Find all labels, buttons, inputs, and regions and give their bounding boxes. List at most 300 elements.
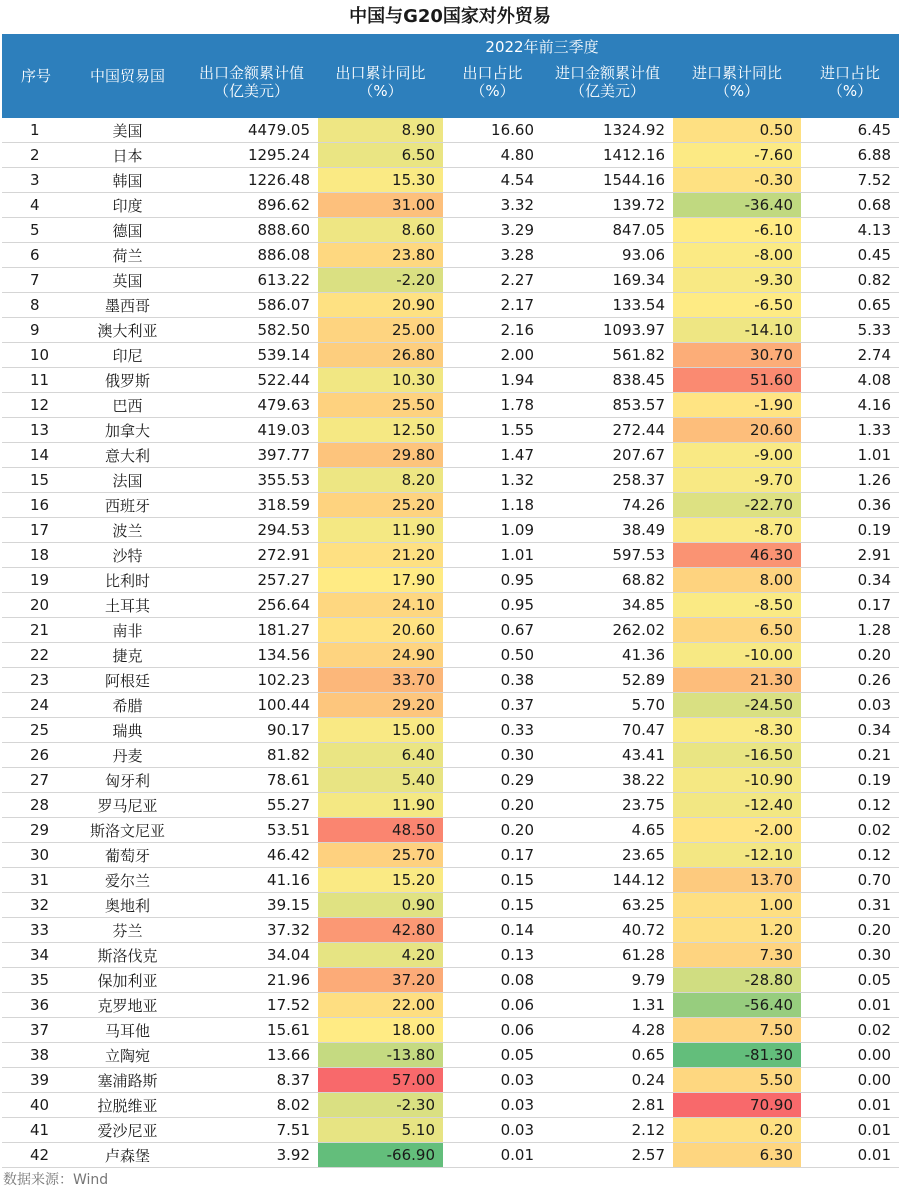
trade-table — [2, 34, 899, 1168]
table-row — [2, 493, 899, 518]
cell-import-share: 0.68 — [801, 193, 899, 218]
cell-import-yoy: -10.00 — [673, 643, 801, 668]
cell-import-yoy: 8.00 — [673, 568, 801, 593]
cell-import-yoy: -22.70 — [673, 493, 801, 518]
cell-export-yoy: 4.20 — [318, 943, 443, 968]
cell-import-value: 1544.16 — [542, 168, 673, 193]
table-row — [2, 1043, 899, 1068]
cell-country: 克罗地亚 — [70, 993, 185, 1018]
cell-export-value: 419.03 — [185, 418, 318, 443]
cell-export-yoy: 33.70 — [318, 668, 443, 693]
cell-import-value: 34.85 — [542, 593, 673, 618]
cell-import-share: 0.01 — [801, 1093, 899, 1118]
cell-index: 34 — [2, 943, 70, 968]
col-header-export-yoy: 出口累计同比 （%） — [318, 60, 443, 118]
table-row — [2, 193, 899, 218]
cell-import-value: 2.57 — [542, 1143, 673, 1168]
cell-import-yoy: -12.10 — [673, 843, 801, 868]
cell-export-value: 55.27 — [185, 793, 318, 818]
cell-country: 墨西哥 — [70, 293, 185, 318]
cell-import-share: 0.00 — [801, 1068, 899, 1093]
cell-index: 21 — [2, 618, 70, 643]
cell-export-value: 8.02 — [185, 1093, 318, 1118]
cell-export-share: 0.37 — [443, 693, 542, 718]
cell-import-share: 0.02 — [801, 1018, 899, 1043]
cell-country: 印尼 — [70, 343, 185, 368]
cell-export-share: 0.03 — [443, 1118, 542, 1143]
cell-country: 马耳他 — [70, 1018, 185, 1043]
cell-import-value: 40.72 — [542, 918, 673, 943]
cell-import-value: 1324.92 — [542, 118, 673, 143]
table-row — [2, 968, 899, 993]
cell-export-share: 0.20 — [443, 818, 542, 843]
cell-country: 斯洛文尼亚 — [70, 818, 185, 843]
table-row — [2, 918, 899, 943]
cell-index: 1 — [2, 118, 70, 143]
table-row — [2, 568, 899, 593]
cell-import-yoy: -9.30 — [673, 268, 801, 293]
cell-export-share: 0.03 — [443, 1093, 542, 1118]
cell-country: 澳大利亚 — [70, 318, 185, 343]
table-row — [2, 318, 899, 343]
cell-country: 土耳其 — [70, 593, 185, 618]
cell-index: 24 — [2, 693, 70, 718]
table-row — [2, 668, 899, 693]
table-row — [2, 593, 899, 618]
cell-country: 意大利 — [70, 443, 185, 468]
cell-export-yoy: 8.20 — [318, 468, 443, 493]
cell-export-yoy: 17.90 — [318, 568, 443, 593]
cell-export-yoy: 20.60 — [318, 618, 443, 643]
cell-import-value: 258.37 — [542, 468, 673, 493]
table-row — [2, 1118, 899, 1143]
cell-country: 比利时 — [70, 568, 185, 593]
cell-index: 38 — [2, 1043, 70, 1068]
cell-import-yoy: 0.50 — [673, 118, 801, 143]
cell-import-value: 139.72 — [542, 193, 673, 218]
cell-import-yoy: -10.90 — [673, 768, 801, 793]
cell-export-value: 37.32 — [185, 918, 318, 943]
cell-import-value: 68.82 — [542, 568, 673, 593]
cell-index: 25 — [2, 718, 70, 743]
cell-import-share: 0.01 — [801, 1118, 899, 1143]
cell-import-share: 5.33 — [801, 318, 899, 343]
cell-export-share: 0.06 — [443, 993, 542, 1018]
cell-import-share: 0.21 — [801, 743, 899, 768]
cell-export-yoy: 15.20 — [318, 868, 443, 893]
cell-export-value: 8.37 — [185, 1068, 318, 1093]
cell-country: 阿根廷 — [70, 668, 185, 693]
cell-import-yoy: 13.70 — [673, 868, 801, 893]
cell-import-share: 4.08 — [801, 368, 899, 393]
cell-export-share: 1.94 — [443, 368, 542, 393]
table-row — [2, 893, 899, 918]
table-row — [2, 693, 899, 718]
cell-export-share: 0.14 — [443, 918, 542, 943]
cell-index: 27 — [2, 768, 70, 793]
cell-import-yoy: -8.00 — [673, 243, 801, 268]
cell-export-share: 4.80 — [443, 143, 542, 168]
cell-export-share: 0.29 — [443, 768, 542, 793]
cell-import-share: 0.02 — [801, 818, 899, 843]
cell-export-share: 2.17 — [443, 293, 542, 318]
col-header-import-share: 进口占比 （%） — [801, 60, 899, 118]
cell-export-value: 613.22 — [185, 268, 318, 293]
table-row — [2, 718, 899, 743]
cell-import-value: 4.65 — [542, 818, 673, 843]
cell-index: 17 — [2, 518, 70, 543]
cell-import-value: 52.89 — [542, 668, 673, 693]
table-row — [2, 743, 899, 768]
cell-export-value: 539.14 — [185, 343, 318, 368]
cell-index: 28 — [2, 793, 70, 818]
cell-country: 罗马尼亚 — [70, 793, 185, 818]
cell-index: 33 — [2, 918, 70, 943]
cell-index: 37 — [2, 1018, 70, 1043]
cell-export-value: 586.07 — [185, 293, 318, 318]
cell-import-value: 207.67 — [542, 443, 673, 468]
cell-index: 2 — [2, 143, 70, 168]
cell-export-yoy: 6.40 — [318, 743, 443, 768]
cell-import-share: 0.70 — [801, 868, 899, 893]
cell-import-yoy: -9.00 — [673, 443, 801, 468]
cell-import-value: 272.44 — [542, 418, 673, 443]
table-body — [2, 118, 899, 1168]
cell-import-yoy: -28.80 — [673, 968, 801, 993]
cell-export-yoy: 20.90 — [318, 293, 443, 318]
cell-country: 爱沙尼亚 — [70, 1118, 185, 1143]
cell-export-yoy: 8.90 — [318, 118, 443, 143]
cell-export-value: 46.42 — [185, 843, 318, 868]
cell-export-value: 17.52 — [185, 993, 318, 1018]
cell-export-value: 13.66 — [185, 1043, 318, 1068]
cell-import-share: 0.19 — [801, 768, 899, 793]
cell-country: 塞浦路斯 — [70, 1068, 185, 1093]
cell-export-yoy: 6.50 — [318, 143, 443, 168]
cell-export-value: 90.17 — [185, 718, 318, 743]
cell-export-share: 3.29 — [443, 218, 542, 243]
col-header-import-yoy: 进口累计同比 （%） — [673, 60, 801, 118]
cell-import-share: 6.45 — [801, 118, 899, 143]
cell-import-yoy: 1.20 — [673, 918, 801, 943]
table-row — [2, 218, 899, 243]
table-row — [2, 843, 899, 868]
cell-export-value: 21.96 — [185, 968, 318, 993]
table-row — [2, 793, 899, 818]
table-row — [2, 768, 899, 793]
cell-export-yoy: 24.90 — [318, 643, 443, 668]
cell-import-yoy: -2.00 — [673, 818, 801, 843]
cell-export-yoy: 15.30 — [318, 168, 443, 193]
cell-import-share: 4.13 — [801, 218, 899, 243]
cell-export-yoy: 25.20 — [318, 493, 443, 518]
cell-export-yoy: 29.20 — [318, 693, 443, 718]
cell-import-yoy: 30.70 — [673, 343, 801, 368]
cell-export-value: 3.92 — [185, 1143, 318, 1168]
cell-import-yoy: -6.50 — [673, 293, 801, 318]
cell-import-yoy: 7.30 — [673, 943, 801, 968]
cell-import-value: 2.12 — [542, 1118, 673, 1143]
cell-export-value: 256.64 — [185, 593, 318, 618]
cell-import-yoy: 7.50 — [673, 1018, 801, 1043]
cell-export-value: 53.51 — [185, 818, 318, 843]
cell-import-value: 70.47 — [542, 718, 673, 743]
cell-import-share: 1.33 — [801, 418, 899, 443]
cell-export-share: 1.01 — [443, 543, 542, 568]
cell-export-value: 888.60 — [185, 218, 318, 243]
table-row — [2, 518, 899, 543]
cell-import-share: 0.03 — [801, 693, 899, 718]
cell-export-yoy: -2.20 — [318, 268, 443, 293]
cell-country: 斯洛伐克 — [70, 943, 185, 968]
col-header-export-value: 出口金额累计值 （亿美元） — [185, 60, 318, 118]
cell-country: 立陶宛 — [70, 1043, 185, 1068]
cell-index: 16 — [2, 493, 70, 518]
cell-import-yoy: 70.90 — [673, 1093, 801, 1118]
source-note: 数据来源：Wind — [3, 1172, 109, 1188]
cell-export-yoy: 26.80 — [318, 343, 443, 368]
cell-index: 35 — [2, 968, 70, 993]
cell-export-share: 16.60 — [443, 118, 542, 143]
cell-import-share: 0.05 — [801, 968, 899, 993]
cell-import-share: 0.01 — [801, 993, 899, 1018]
cell-import-yoy: -56.40 — [673, 993, 801, 1018]
cell-index: 13 — [2, 418, 70, 443]
table-row — [2, 1143, 899, 1168]
cell-import-share: 0.34 — [801, 718, 899, 743]
cell-import-yoy: 5.50 — [673, 1068, 801, 1093]
cell-export-value: 7.51 — [185, 1118, 318, 1143]
cell-import-share: 0.65 — [801, 293, 899, 318]
cell-export-yoy: 0.90 — [318, 893, 443, 918]
cell-country: 日本 — [70, 143, 185, 168]
cell-export-yoy: 15.00 — [318, 718, 443, 743]
period-header: 2022年前三季度 — [185, 34, 899, 60]
table-row — [2, 293, 899, 318]
cell-index: 7 — [2, 268, 70, 293]
cell-export-value: 181.27 — [185, 618, 318, 643]
cell-export-share: 0.38 — [443, 668, 542, 693]
cell-export-value: 896.62 — [185, 193, 318, 218]
cell-export-share: 2.27 — [443, 268, 542, 293]
cell-country: 匈牙利 — [70, 768, 185, 793]
cell-export-value: 272.91 — [185, 543, 318, 568]
cell-export-yoy: -66.90 — [318, 1143, 443, 1168]
cell-import-value: 38.49 — [542, 518, 673, 543]
cell-import-share: 0.19 — [801, 518, 899, 543]
cell-export-yoy: 57.00 — [318, 1068, 443, 1093]
cell-import-share: 0.01 — [801, 1143, 899, 1168]
table-row — [2, 1018, 899, 1043]
cell-index: 19 — [2, 568, 70, 593]
cell-import-share: 0.36 — [801, 493, 899, 518]
cell-import-value: 41.36 — [542, 643, 673, 668]
cell-import-yoy: 51.60 — [673, 368, 801, 393]
cell-export-share: 3.28 — [443, 243, 542, 268]
cell-import-value: 4.28 — [542, 1018, 673, 1043]
cell-import-value: 169.34 — [542, 268, 673, 293]
cell-import-share: 0.45 — [801, 243, 899, 268]
cell-export-share: 2.16 — [443, 318, 542, 343]
cell-export-yoy: 11.90 — [318, 793, 443, 818]
table-row — [2, 993, 899, 1018]
table-row — [2, 343, 899, 368]
cell-import-value: 9.79 — [542, 968, 673, 993]
cell-index: 26 — [2, 743, 70, 768]
cell-index: 18 — [2, 543, 70, 568]
cell-export-value: 41.16 — [185, 868, 318, 893]
cell-export-value: 134.56 — [185, 643, 318, 668]
cell-country: 韩国 — [70, 168, 185, 193]
cell-export-value: 102.23 — [185, 668, 318, 693]
table-row — [2, 643, 899, 668]
cell-export-yoy: 24.10 — [318, 593, 443, 618]
cell-country: 奥地利 — [70, 893, 185, 918]
cell-country: 卢森堡 — [70, 1143, 185, 1168]
cell-import-value: 133.54 — [542, 293, 673, 318]
cell-index: 23 — [2, 668, 70, 693]
cell-country: 俄罗斯 — [70, 368, 185, 393]
table-row — [2, 1093, 899, 1118]
cell-export-yoy: 5.10 — [318, 1118, 443, 1143]
cell-index: 5 — [2, 218, 70, 243]
cell-country: 美国 — [70, 118, 185, 143]
table-row — [2, 543, 899, 568]
table-row — [2, 393, 899, 418]
cell-import-value: 0.65 — [542, 1043, 673, 1068]
cell-import-share: 0.00 — [801, 1043, 899, 1068]
cell-export-value: 4479.05 — [185, 118, 318, 143]
cell-import-value: 23.75 — [542, 793, 673, 818]
cell-import-yoy: 0.20 — [673, 1118, 801, 1143]
cell-country: 英国 — [70, 268, 185, 293]
cell-country: 西班牙 — [70, 493, 185, 518]
cell-import-share: 0.34 — [801, 568, 899, 593]
cell-country: 巴西 — [70, 393, 185, 418]
table-row — [2, 943, 899, 968]
cell-index: 32 — [2, 893, 70, 918]
cell-export-value: 78.61 — [185, 768, 318, 793]
cell-export-value: 1226.48 — [185, 168, 318, 193]
cell-index: 4 — [2, 193, 70, 218]
cell-country: 加拿大 — [70, 418, 185, 443]
cell-export-share: 1.09 — [443, 518, 542, 543]
cell-import-value: 93.06 — [542, 243, 673, 268]
cell-import-share: 0.31 — [801, 893, 899, 918]
cell-import-yoy: 1.00 — [673, 893, 801, 918]
cell-export-yoy: 48.50 — [318, 818, 443, 843]
cell-export-value: 81.82 — [185, 743, 318, 768]
cell-import-share: 1.01 — [801, 443, 899, 468]
cell-export-share: 1.18 — [443, 493, 542, 518]
cell-country: 希腊 — [70, 693, 185, 718]
cell-export-yoy: 11.90 — [318, 518, 443, 543]
cell-import-value: 61.28 — [542, 943, 673, 968]
cell-import-value: 74.26 — [542, 493, 673, 518]
cell-export-yoy: 25.50 — [318, 393, 443, 418]
cell-export-yoy: -2.30 — [318, 1093, 443, 1118]
cell-country: 芬兰 — [70, 918, 185, 943]
table-title: 中国与G20国家对外贸易 — [349, 6, 551, 27]
cell-country: 葡萄牙 — [70, 843, 185, 868]
cell-export-yoy: 21.20 — [318, 543, 443, 568]
col-header-country: 中国贸易国 — [70, 34, 185, 118]
cell-import-share: 2.74 — [801, 343, 899, 368]
table-row — [2, 118, 899, 143]
cell-import-yoy: -8.70 — [673, 518, 801, 543]
cell-import-value: 1093.97 — [542, 318, 673, 343]
cell-import-yoy: -9.70 — [673, 468, 801, 493]
cell-index: 3 — [2, 168, 70, 193]
table-row — [2, 268, 899, 293]
cell-import-yoy: -81.30 — [673, 1043, 801, 1068]
cell-export-value: 15.61 — [185, 1018, 318, 1043]
cell-index: 39 — [2, 1068, 70, 1093]
cell-export-share: 0.20 — [443, 793, 542, 818]
table-row — [2, 443, 899, 468]
cell-import-yoy: -6.10 — [673, 218, 801, 243]
cell-export-share: 0.08 — [443, 968, 542, 993]
table-row — [2, 243, 899, 268]
cell-country: 印度 — [70, 193, 185, 218]
cell-export-share: 0.03 — [443, 1068, 542, 1093]
cell-import-share: 0.17 — [801, 593, 899, 618]
cell-export-value: 100.44 — [185, 693, 318, 718]
cell-import-share: 0.20 — [801, 643, 899, 668]
cell-export-value: 257.27 — [185, 568, 318, 593]
cell-export-value: 1295.24 — [185, 143, 318, 168]
table-row — [2, 1068, 899, 1093]
cell-import-yoy: -8.50 — [673, 593, 801, 618]
cell-index: 12 — [2, 393, 70, 418]
cell-import-yoy: -24.50 — [673, 693, 801, 718]
cell-import-yoy: -8.30 — [673, 718, 801, 743]
cell-country: 捷克 — [70, 643, 185, 668]
cell-export-share: 1.55 — [443, 418, 542, 443]
cell-index: 14 — [2, 443, 70, 468]
cell-export-value: 355.53 — [185, 468, 318, 493]
cell-import-share: 1.26 — [801, 468, 899, 493]
cell-export-yoy: 31.00 — [318, 193, 443, 218]
table-row — [2, 418, 899, 443]
cell-index: 29 — [2, 818, 70, 843]
col-header-index: 序号 — [2, 34, 70, 118]
cell-export-yoy: -13.80 — [318, 1043, 443, 1068]
cell-import-yoy: -14.10 — [673, 318, 801, 343]
cell-country: 保加利亚 — [70, 968, 185, 993]
cell-export-yoy: 29.80 — [318, 443, 443, 468]
cell-export-value: 34.04 — [185, 943, 318, 968]
cell-export-value: 582.50 — [185, 318, 318, 343]
cell-import-value: 5.70 — [542, 693, 673, 718]
cell-country: 波兰 — [70, 518, 185, 543]
cell-index: 40 — [2, 1093, 70, 1118]
cell-import-yoy: -0.30 — [673, 168, 801, 193]
cell-export-value: 522.44 — [185, 368, 318, 393]
cell-export-yoy: 37.20 — [318, 968, 443, 993]
cell-country: 法国 — [70, 468, 185, 493]
cell-export-yoy: 12.50 — [318, 418, 443, 443]
cell-import-share: 0.82 — [801, 268, 899, 293]
cell-export-share: 0.15 — [443, 868, 542, 893]
table-row — [2, 468, 899, 493]
cell-import-share: 2.91 — [801, 543, 899, 568]
cell-index: 36 — [2, 993, 70, 1018]
cell-import-value: 23.65 — [542, 843, 673, 868]
cell-export-yoy: 42.80 — [318, 918, 443, 943]
cell-import-yoy: -16.50 — [673, 743, 801, 768]
cell-export-share: 0.17 — [443, 843, 542, 868]
